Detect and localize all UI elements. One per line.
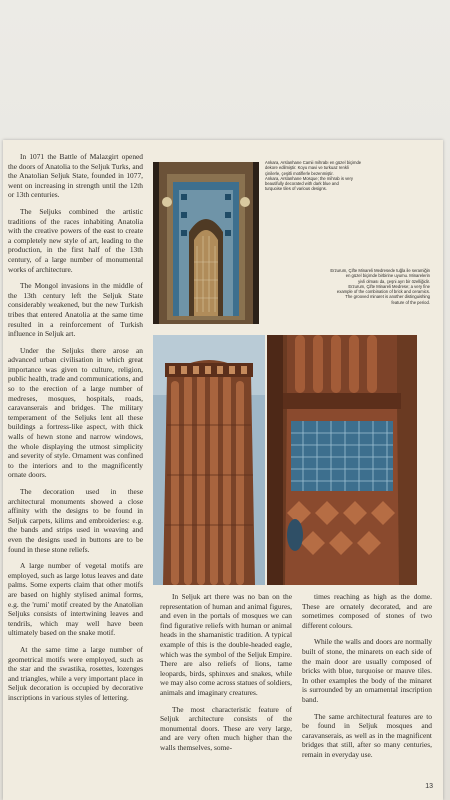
caption-line: Ankara, Arslanhane Mosque; the mihrab is very (265, 175, 353, 181)
paragraph: The most characteristic feature of Seljuk architecture consists of the monumental doors. These are very large, and are very often much higher than the walls themselves, some- (160, 704, 292, 752)
tiled-minaret-photo (267, 335, 417, 585)
caption-line: en güzel biçimde birbirine uyumu. Minarelerin (345, 273, 430, 279)
caption-line: turquoise tiles of various designs. (265, 186, 327, 192)
left-text-column (8, 152, 143, 709)
paragraph: The same architectural features are to be found in Seljuk mosques and caravanserais, as well as in the magnificent bridges that still, after so many centuries, remain in everyday use. (302, 711, 432, 759)
caption-line: çinilerle, çeşitli motiflerle bezenmiştir. (265, 170, 334, 176)
caption-line: Erzurum, Çifte Minareli Medrese; a very fine (348, 283, 430, 289)
paragraph: The Seljuks combined the artistic traditions of the races inhabiting Anatolia with the creative powers of the east to create a completely new style of art, leading to the production, in the first half of the 13th century, of a large number of monumental works of architecture. (8, 206, 143, 274)
paragraph: The Mongol invasions in the middle of the 13th century left the Seljuk State considerably weakened, but the new Turkish tribes that entered Anatolia at the same time resulted in a reinforcement of Turkish influence in Seljuk art. (8, 281, 143, 339)
photo-caption-right (265, 268, 430, 305)
caption-line: dekore edilmiştir. Koyu mavi ve turkuaz renkli (265, 165, 349, 171)
paragraph: In 1071 the Battle of Malazgirt opened the doors of Anatolia to the Seljuk Turks, and the Anatolian Seljuk State, founded in 1077, went on increasing in strength until the 12th or 13th centuries. (8, 152, 143, 200)
grooved-minaret-photo (153, 335, 265, 585)
mihrab-photo (153, 162, 259, 324)
paragraph: In Seljuk art there was no ban on the representation of human and animal figures, and even in the portals of mosques we can find figurative reliefs with human or animal heads in the shamanistic tradition. A typical example of this is the double-headed eagle, which was the symbol of the Seljuk Empire. There are also reliefs of lions, tame leopards, birds, sphinxes and snakes, while we may also come across statues of soldiers, animals and imaginary creatures. (160, 592, 292, 697)
caption-line: yivli olması da, çeşni ayrı bir özelliğidir. (358, 278, 430, 284)
caption-line: feature of the period. (391, 299, 430, 305)
right-text-column (302, 592, 432, 767)
middle-text-column (160, 592, 292, 760)
caption-line: beautifully decorated with dark blue and (265, 181, 339, 187)
book-page (3, 140, 443, 800)
photo-caption-top (265, 160, 425, 192)
page-number: 13 (425, 783, 433, 790)
caption-line: Ankara, Arslanhane Camii mihrabı en güzel biçimde (265, 160, 362, 165)
paragraph: A large number of vegetal motifs are employed, such as large lotus leaves and date palms. Some experts claim that other motifs are based on highly stylised animal forms, e.g. the 'rumi' motif created by the Anatolian Seljuks consists of intertwining leaves and tendrils, which may well have been ultimately based on the snake motif. (8, 561, 143, 638)
paragraph: While the walls and doors are normally built of stone, the minarets on each side of the main door are usually composed of bricks with blue, turquoise or mauve tiles. In other examples the body of the minaret is surrounded by an ornamental inscription band. (302, 637, 432, 704)
paragraph: times reaching as high as the dome. These are ornately decorated, and are sometimes composed of stones of two different colours. (302, 592, 432, 630)
caption-line: example of the combination of brick and ceramics. (336, 289, 430, 295)
caption-line: The grooved minaret is another distinguishing (345, 294, 430, 300)
paragraph: At the same time a large number of geometrical motifs were employed, such as the star and the swastika, rosettes, lozenges and triangles, while a very important place in Seljuk decoration is occupied by decorative inscriptions in various styles of lettering. (8, 644, 143, 702)
paragraph: The decoration used in these architectural monuments showed a close affinity with the designs to be found in Seljuk carpets, kilims and embroideries: e.g. the bands and strips used in weaving and even the designs used in buttons are to be found in these stone reliefs. (8, 487, 143, 554)
caption-line: Erzurum, Çifte Minareli Medresede tuğla ile seramiğin (330, 268, 430, 273)
paragraph: Under the Seljuks there arose an advanced urban civilisation in which great importance was given to culture, religion, public health, trade and communications, and so to the erection of a large number of medreses, mosques, hospitals, roads, caravanserais and bridges. The military temperament of the Seljuks lent all these buildings a fortress-like aspect, with thick walls of hewn stone and narrow windows, the whole displaying the utmost simplicity and severity of style. Ornament was confined to the interiors and to the magnificently ornate doors. (8, 345, 143, 480)
